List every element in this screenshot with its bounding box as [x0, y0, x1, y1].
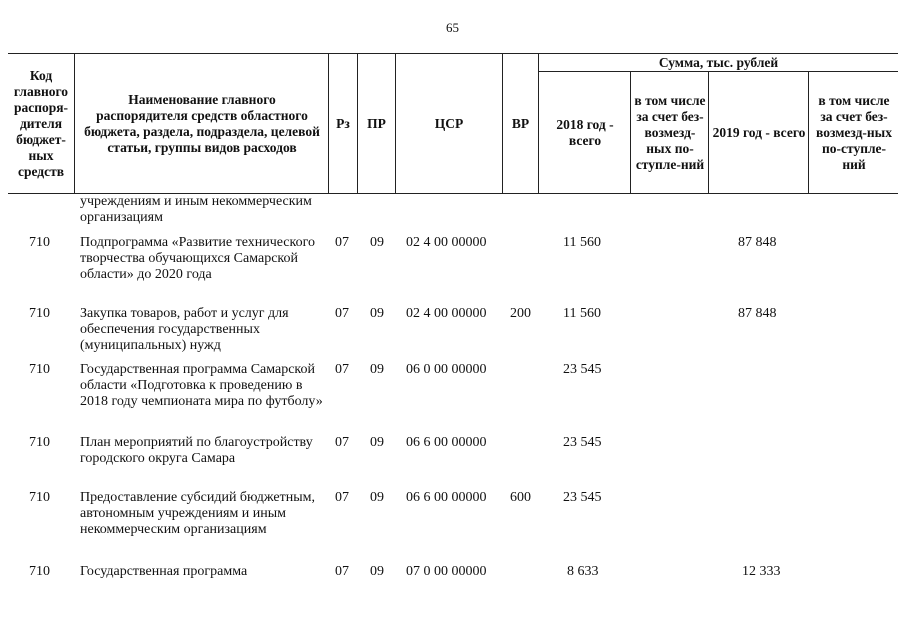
row-name: Государственная программа [80, 564, 248, 579]
col-divider [74, 53, 75, 194]
row-sum-2019: 87 848 [738, 306, 777, 321]
row-sum-2018: 11 560 [563, 306, 601, 321]
row-sum-2018: 23 545 [563, 490, 602, 505]
row-csr: 02 4 00 00000 [406, 235, 487, 250]
row-rz: 07 [335, 306, 349, 321]
header-pr: ПР [367, 115, 386, 131]
row-code: 710 [29, 490, 50, 505]
col-divider [708, 71, 709, 194]
row-code: 710 [29, 235, 50, 250]
row-sum-2018: 11 560 [563, 235, 601, 250]
row-csr: 06 0 00 00000 [406, 362, 487, 377]
row-pr: 09 [370, 490, 384, 505]
row-pr: 09 [370, 564, 384, 579]
row-name: Предоставление субсидий бюджетным, автономным учреждениям и иным некоммерческим организациям [80, 490, 316, 537]
header-rz: Рз [336, 115, 350, 131]
row-sum-2019: 12 333 [742, 564, 781, 579]
row-vr: 600 [510, 490, 531, 505]
row-sum-2018: 23 545 [563, 362, 602, 377]
row-code: 710 [29, 564, 50, 579]
row-name: Подпрограмма «Развитие технического творчества обучающихся Самарской области» до 2020 года [80, 235, 316, 282]
row-name: Государственная программа Самарской области «Подготовка к проведению в 2018 году чемпионата мира по футболу» [80, 362, 323, 409]
header-sum: Сумма, тыс. рублей [658, 54, 779, 70]
row-csr: 06 6 00 00000 [406, 490, 487, 505]
col-divider [630, 71, 631, 194]
row-code: 710 [29, 306, 50, 321]
col-divider [538, 53, 539, 194]
row-rz: 07 [335, 362, 349, 377]
row-csr: 02 4 00 00000 [406, 306, 487, 321]
header-vr: ВР [511, 115, 530, 131]
row-sum-2019: 87 848 [738, 235, 777, 250]
row-pr: 09 [370, 362, 384, 377]
row-rz: 07 [335, 235, 349, 250]
row-code: 710 [29, 435, 50, 450]
header-2018-incl: в том числе за счет без-возмезд-ных по-ступле-ний [634, 92, 706, 172]
header-2019-total: 2019 год - всего [712, 124, 806, 140]
continuation-text: учреждениям и иным некоммерческим организациям [80, 194, 312, 225]
header-code: Код главного распоря-дителя бюджет-ных средств [13, 67, 69, 179]
row-sum-2018: 8 633 [567, 564, 599, 579]
header-2019-incl: в том числе за счет без-возмезд-ных по-ступле-ний [816, 92, 892, 172]
page-number: 65 [446, 20, 459, 35]
row-vr: 200 [510, 306, 531, 321]
row-code: 710 [29, 362, 50, 377]
row-name: План мероприятий по благоустройству городского округа Самара [80, 435, 313, 466]
row-pr: 09 [370, 235, 384, 250]
row-csr: 07 0 00 00000 [406, 564, 487, 579]
row-rz: 07 [335, 564, 349, 579]
row-name: Закупка товаров, работ и услуг для обеспечения государственных (муниципальных) нужд [80, 306, 289, 353]
header-2018-total: 2018 год - всего [556, 116, 614, 148]
row-csr: 06 6 00 00000 [406, 435, 487, 450]
header-name: Наименование главного распорядителя средств областного бюджета, раздела, подраздела, целевой статьи, группы видов расходов [84, 91, 320, 155]
header-csr: ЦСР [434, 115, 464, 131]
row-sum-2018: 23 545 [563, 435, 602, 450]
row-rz: 07 [335, 490, 349, 505]
row-pr: 09 [370, 306, 384, 321]
col-divider [808, 71, 809, 194]
row-pr: 09 [370, 435, 384, 450]
row-rz: 07 [335, 435, 349, 450]
